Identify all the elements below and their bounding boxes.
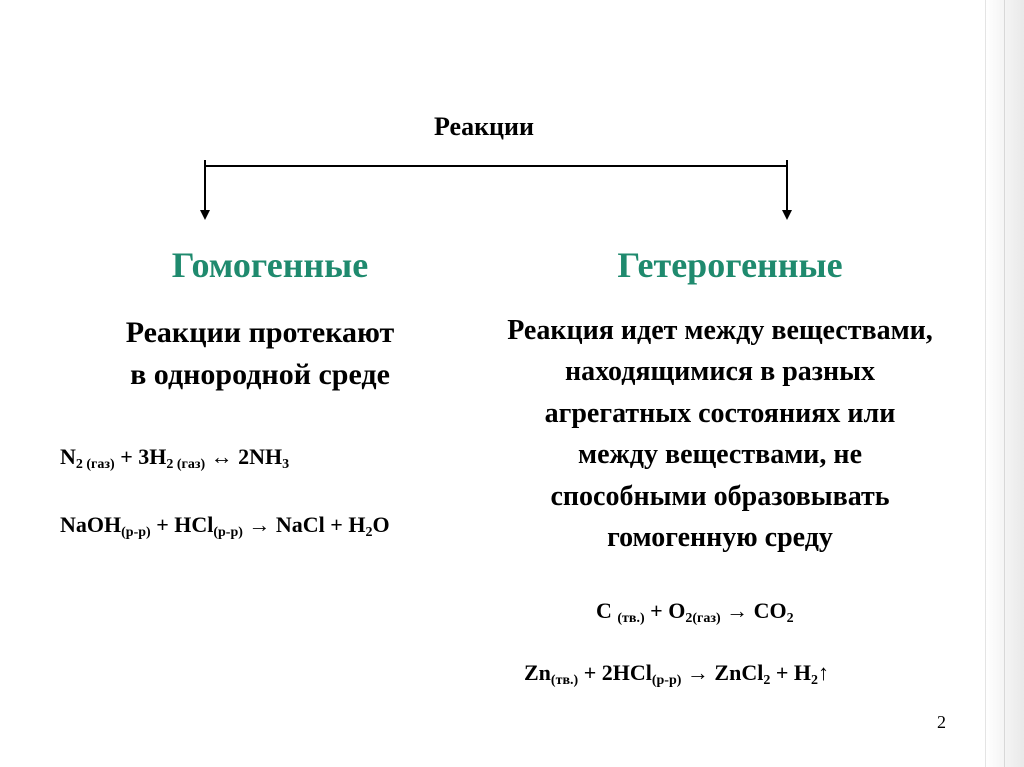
description-line: между веществами, не xyxy=(578,439,862,471)
category-homogeneous: Гомогенные xyxy=(171,245,369,285)
branch-line xyxy=(205,160,787,166)
equation-neutralization: NaOH$_{(р-р)}$ + HCl$_{(р-р)}$ → NaCl + $H_2O$ xyxy=(60,512,390,540)
description-line: Реакция идет между веществами, xyxy=(507,315,933,346)
description-line: агрегатных состояниях или xyxy=(544,397,896,429)
equation-ammonia: $N_{2 (газ)} + 3H_{2 (газ)}$ ↔ $2NH_3$ xyxy=(60,444,290,472)
description-line: способными образовывать xyxy=(550,480,890,512)
description-line: в однородной среде xyxy=(130,358,390,391)
description-line: гомогенную среду xyxy=(607,522,833,554)
root-title: Реакции xyxy=(433,112,534,141)
equation-zinc-acid: $Zn_{(тв.)} + 2HCl_{(р-р)}$ → ZnCl$_2$ + $H_2↑$ xyxy=(524,660,829,688)
description-line: Реакции протекают xyxy=(125,316,395,349)
right-arrow-head xyxy=(782,210,792,220)
description-line: находящимися в разных xyxy=(564,356,876,388)
category-heterogeneous: Гетерогенные xyxy=(617,245,843,285)
left-arrow-head xyxy=(200,210,210,220)
page-number: 2 xyxy=(937,712,946,732)
homogeneous-description xyxy=(60,312,460,396)
equation-carbon-combustion: C $_{(тв.)} + O_{2(газ)} \to CO_2$ xyxy=(596,598,794,626)
heterogeneous-description xyxy=(470,310,970,559)
